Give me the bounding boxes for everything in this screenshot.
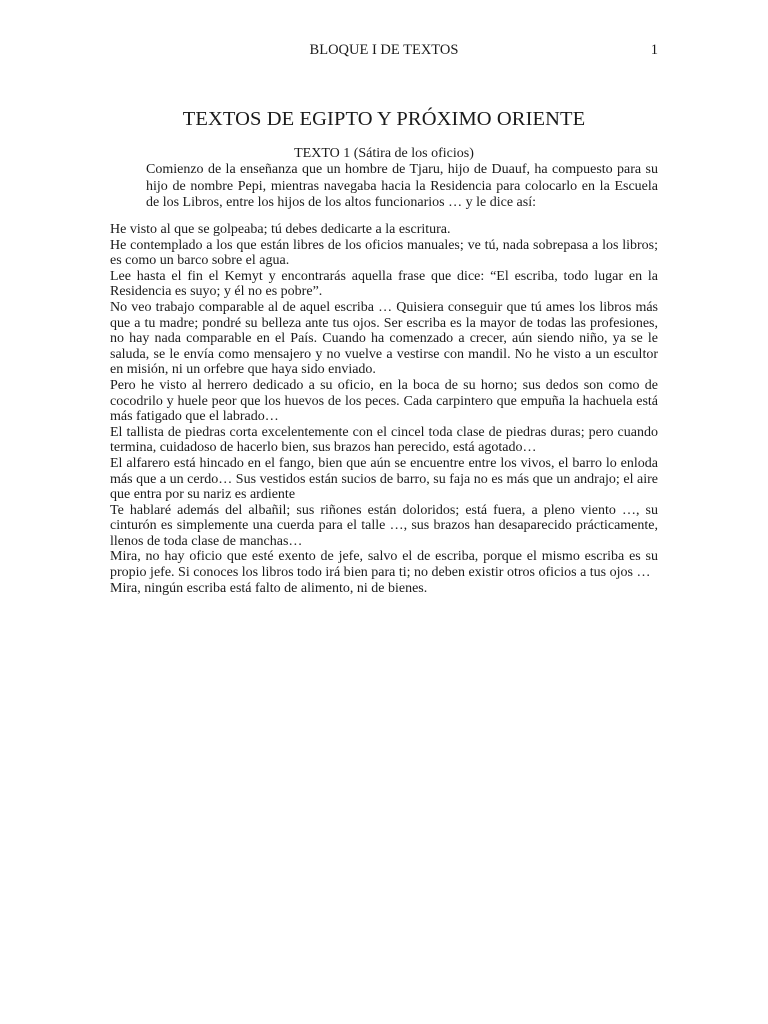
page-number: 1: [650, 42, 658, 58]
header-title: BLOQUE I DE TEXTOS: [309, 42, 459, 58]
running-header: [110, 42, 658, 62]
body-paragraph: He contemplado a los que están libres de los oficios manuales; ve tú, nada sobrepasa a los libros; es como un barco sobre el agua.: [110, 237, 658, 269]
body-paragraph: Mira, no hay oficio que esté exento de jefe, salvo el de escriba, porque el mismo escriba es su propio jefe. Si conoces los libros todo irá bien para ti; no deben existir otros oficios a tus ojos …: [110, 549, 658, 581]
body-paragraph: Pero he visto al herrero dedicado a su oficio, en la boca de su horno; sus dedos son como de cocodrilo y huele peor que los huevos de los peces. Cada carpintero que empuña la hachuela está más fatigado que el labrado…: [110, 377, 658, 425]
body-paragraph: He visto al que se golpeaba; tú debes dedicarte a la escritura.: [110, 222, 451, 237]
body-paragraph: El alfarero está hincado en el fango, bien que aún se encuentre entre los vivos, el barro lo enloda más que a un cerdo… Sus vestidos están sucios de barro, su faja no es más que un andrajo; el aire que entra por su nariz es ardiente: [110, 455, 658, 503]
body-paragraph: Te hablaré además del albañil; sus riñones están doloridos; está fuera, a pleno viento …, su cinturón es simplemente una cuerda para el talle …, sus brazos han desaparecido prácticamente, llenos de toda clase de manchas…: [110, 502, 658, 549]
body-paragraph: El tallista de piedras corta excelentemente con el cincel toda clase de piedras duras; pero cuando termina, cuidadoso de hacerlo bien, sus brazos han perecido, está agotado…: [110, 424, 658, 456]
main-title: TEXTOS DE EGIPTO Y PRÓXIMO ORIENTE: [182, 108, 586, 130]
body-paragraph: Lee hasta el fin el Kemyt y encontrarás aquella frase que dice: “El escriba, todo lugar en la Residencia es suyo; y él no es pobre”.: [110, 268, 658, 300]
body-text: [110, 222, 658, 596]
text-heading: TEXTO 1 (Sátira de los oficios): [294, 146, 474, 161]
body-paragraph: No veo trabajo comparable al de aquel escriba … Quisiera conseguir que tú ames los libros más que a tu madre; pondré su belleza ante tus ojos. Ser escriba es la mayor de todas las profesiones, no hay nada comparable en el País. Cuando ha comenzado a crecer, aún siendo niño, ya se le saluda, se le envía como mensajero y no vuelve a vestirse con mandil. No he visto a un escultor en misión, ni un orfebre que haya sido enviado.: [110, 299, 658, 378]
intro-paragraph: Comienzo de la enseñanza que un hombre de Tjaru, hijo de Duauf, ha compuesto para su hijo de nombre Pepi, mientras navegaba hacia la Residencia para colocarlo en la Escuela de los Libros, entre los hijos de los altos funcionarios … y le dice así:: [146, 162, 658, 210]
body-paragraph: Mira, ningún escriba está falto de alimento, ni de bienes.: [110, 580, 428, 596]
